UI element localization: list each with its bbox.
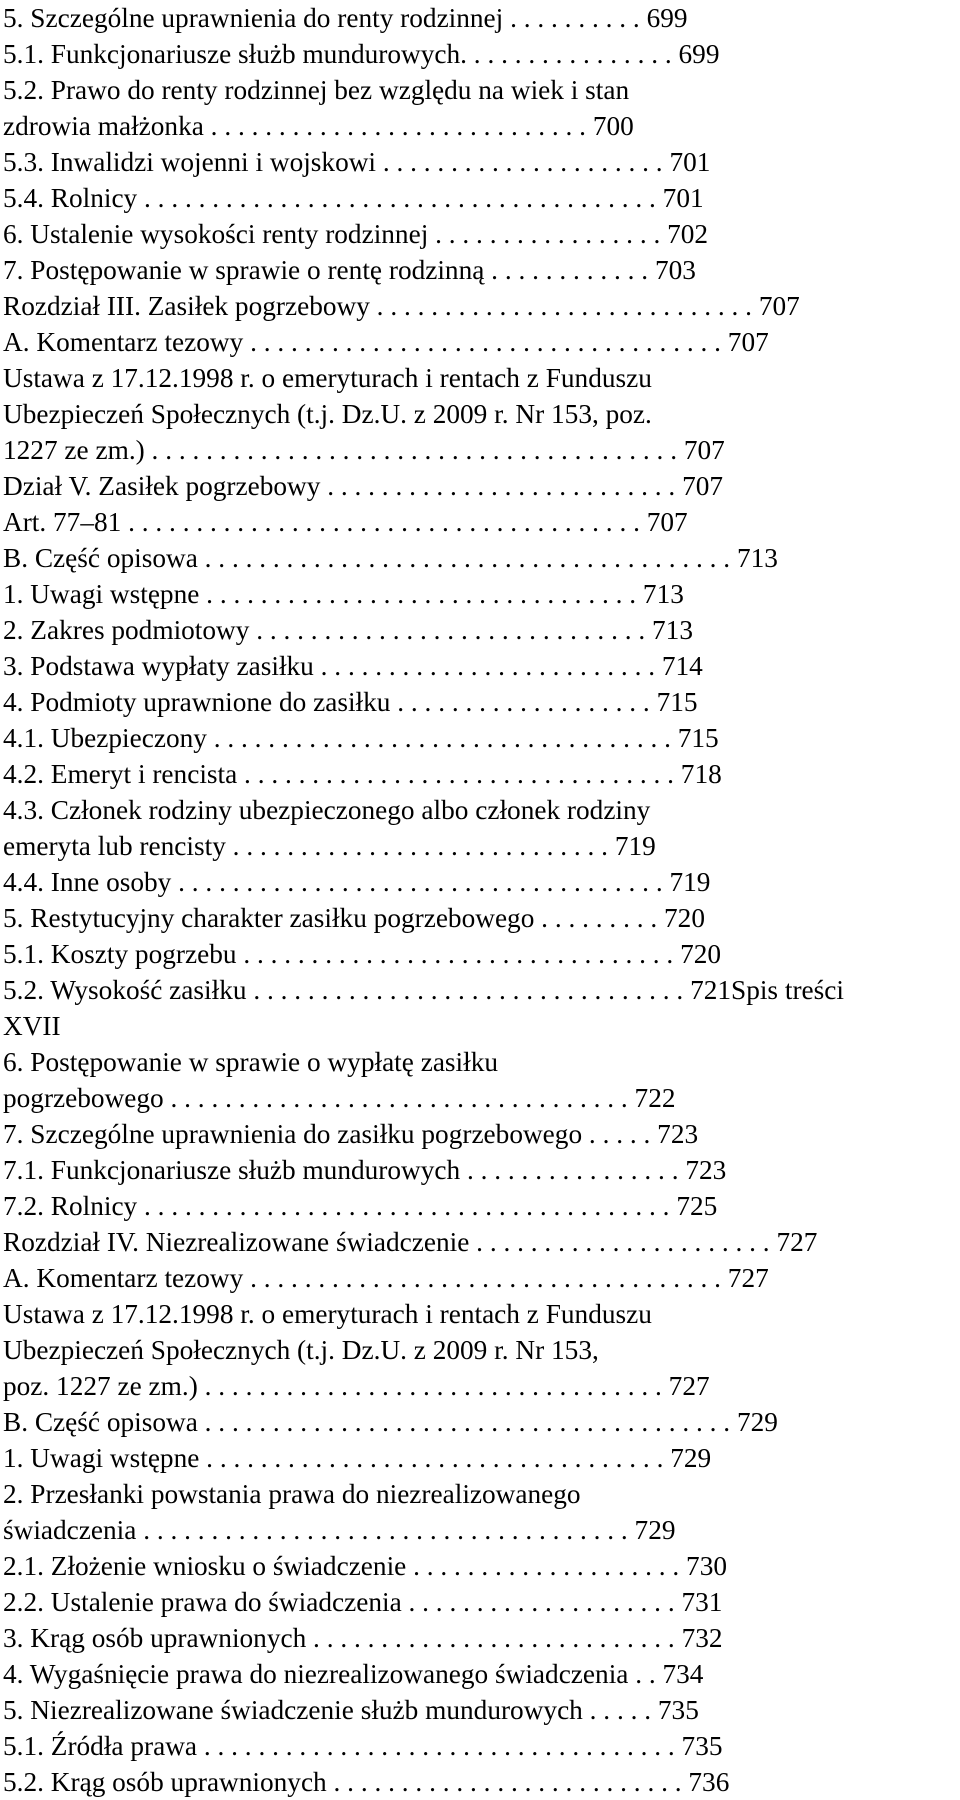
toc-line: 5.1. Źródła prawa . . . . . . . . . . . . . . . . . . . . . . . . . . . . . . . . . . . 735 <box>3 1731 723 1761</box>
toc-line: 2. Przesłanki powstania prawa do niezrealizowanego <box>3 1479 581 1509</box>
table-of-contents <box>3 0 958 1800</box>
toc-line: 4. Podmioty uprawnione do zasiłku . . . . . . . . . . . . . . . . . . . 715 <box>3 687 698 717</box>
toc-line: XVII <box>3 1011 61 1041</box>
toc-line: Ubezpieczeń Społecznych (t.j. Dz.U. z 2009 r. Nr 153, poz. <box>3 399 652 429</box>
toc-line: 7. Szczególne uprawnienia do zasiłku pogrzebowego . . . . . 723 <box>3 1119 699 1149</box>
toc-line: świadczenia . . . . . . . . . . . . . . . . . . . . . . . . . . . . . . . . . . . . 729 <box>3 1515 676 1545</box>
toc-line: Art. 77–81 . . . . . . . . . . . . . . . . . . . . . . . . . . . . . . . . . . . . . . 707 <box>3 507 688 537</box>
toc-line: A. Komentarz tezowy . . . . . . . . . . . . . . . . . . . . . . . . . . . . . . . . . . . 707 <box>3 327 769 357</box>
toc-line: zdrowia małżonka . . . . . . . . . . . . . . . . . . . . . . . . . . . . 700 <box>3 111 634 141</box>
toc-line: 2. Zakres podmiotowy . . . . . . . . . . . . . . . . . . . . . . . . . . . . . 713 <box>3 615 693 645</box>
toc-line: 5.1. Funkcjonariusze służb mundurowych. . . . . . . . . . . . . . . . 699 <box>3 39 720 69</box>
toc-line: 2.1. Złożenie wniosku o świadczenie . . . . . . . . . . . . . . . . . . . . 730 <box>3 1551 728 1581</box>
toc-line: B. Część opisowa . . . . . . . . . . . . . . . . . . . . . . . . . . . . . . . . . . . . . . . 713 <box>3 543 778 573</box>
toc-line: 5.2. Wysokość zasiłku . . . . . . . . . . . . . . . . . . . . . . . . . . . . . . . . 721Spis treści <box>3 975 844 1005</box>
toc-line: 4.3. Członek rodziny ubezpieczonego albo członek rodziny <box>3 795 651 825</box>
toc-line: 3. Podstawa wypłaty zasiłku . . . . . . . . . . . . . . . . . . . . . . . . . 714 <box>3 651 703 681</box>
toc-line: 5. Restytucyjny charakter zasiłku pogrzebowego . . . . . . . . . 720 <box>3 903 705 933</box>
toc-line: Ustawa z 17.12.1998 r. o emeryturach i rentach z Funduszu <box>3 363 652 393</box>
toc-line: 5.3. Inwalidzi wojenni i wojskowi . . . . . . . . . . . . . . . . . . . . . 701 <box>3 147 711 177</box>
toc-line: Ubezpieczeń Społecznych (t.j. Dz.U. z 2009 r. Nr 153, <box>3 1335 599 1365</box>
toc-line: 5. Niezrealizowane świadczenie służb mundurowych . . . . . 735 <box>3 1695 699 1725</box>
toc-line: 5.2. Prawo do renty rodzinnej bez względu na wiek i stan <box>3 75 630 105</box>
toc-line: 6. Postępowanie w sprawie o wypłatę zasiłku <box>3 1047 499 1077</box>
toc-line: 4.4. Inne osoby . . . . . . . . . . . . . . . . . . . . . . . . . . . . . . . . . . . . 719 <box>3 867 711 897</box>
toc-line: poz. 1227 ze zm.) . . . . . . . . . . . . . . . . . . . . . . . . . . . . . . . . . . 727 <box>3 1371 710 1401</box>
toc-line: 6. Ustalenie wysokości renty rodzinnej . . . . . . . . . . . . . . . . . 702 <box>3 219 709 249</box>
toc-line: A. Komentarz tezowy . . . . . . . . . . . . . . . . . . . . . . . . . . . . . . . . . . . 727 <box>3 1263 769 1293</box>
toc-line: Dział V. Zasiłek pogrzebowy . . . . . . . . . . . . . . . . . . . . . . . . . . 707 <box>3 471 724 501</box>
toc-line: 4.1. Ubezpieczony . . . . . . . . . . . . . . . . . . . . . . . . . . . . . . . . . . 715 <box>3 723 719 753</box>
toc-line: 7. Postępowanie w sprawie o rentę rodzinną . . . . . . . . . . . . 703 <box>3 255 696 285</box>
toc-line: 4.2. Emeryt i rencista . . . . . . . . . . . . . . . . . . . . . . . . . . . . . . . . 718 <box>3 759 722 789</box>
toc-line: 5.4. Rolnicy . . . . . . . . . . . . . . . . . . . . . . . . . . . . . . . . . . . . . . 701 <box>3 183 704 213</box>
toc-line: 7.2. Rolnicy . . . . . . . . . . . . . . . . . . . . . . . . . . . . . . . . . . . . . . . 725 <box>3 1191 718 1221</box>
toc-line: 3. Krąg osób uprawnionych . . . . . . . . . . . . . . . . . . . . . . . . . . . 732 <box>3 1623 723 1653</box>
toc-line: 1. Uwagi wstępne . . . . . . . . . . . . . . . . . . . . . . . . . . . . . . . . . . 729 <box>3 1443 712 1473</box>
toc-line: B. Część opisowa . . . . . . . . . . . . . . . . . . . . . . . . . . . . . . . . . . . . . . . 729 <box>3 1407 778 1437</box>
toc-line: 2.2. Ustalenie prawa do świadczenia . . . . . . . . . . . . . . . . . . . . 731 <box>3 1587 723 1617</box>
toc-line: Ustawa z 17.12.1998 r. o emeryturach i rentach z Funduszu <box>3 1299 652 1329</box>
toc-line: 5.1. Koszty pogrzebu . . . . . . . . . . . . . . . . . . . . . . . . . . . . . . . . 720 <box>3 939 722 969</box>
toc-line: 5.2. Krąg osób uprawnionych . . . . . . . . . . . . . . . . . . . . . . . . . . 736 <box>3 1767 730 1797</box>
toc-line: 7.1. Funkcjonariusze służb mundurowych . . . . . . . . . . . . . . . . 723 <box>3 1155 727 1185</box>
toc-line: 1. Uwagi wstępne . . . . . . . . . . . . . . . . . . . . . . . . . . . . . . . . 713 <box>3 579 684 609</box>
toc-line: Rozdział III. Zasiłek pogrzebowy . . . . . . . . . . . . . . . . . . . . . . . . . . . . 707 <box>3 291 800 321</box>
toc-line: emeryta lub rencisty . . . . . . . . . . . . . . . . . . . . . . . . . . . . 719 <box>3 831 656 861</box>
toc-line: 5. Szczególne uprawnienia do renty rodzinnej . . . . . . . . . . 699 <box>3 3 688 33</box>
toc-line: 4. Wygaśnięcie prawa do niezrealizowanego świadczenia . . 734 <box>3 1659 704 1689</box>
toc-line: 1227 ze zm.) . . . . . . . . . . . . . . . . . . . . . . . . . . . . . . . . . . . . . . . 707 <box>3 435 725 465</box>
toc-line: Rozdział IV. Niezrealizowane świadczenie . . . . . . . . . . . . . . . . . . . . . . 727 <box>3 1227 818 1257</box>
toc-line: pogrzebowego . . . . . . . . . . . . . . . . . . . . . . . . . . . . . . . . . . 722 <box>3 1083 676 1113</box>
